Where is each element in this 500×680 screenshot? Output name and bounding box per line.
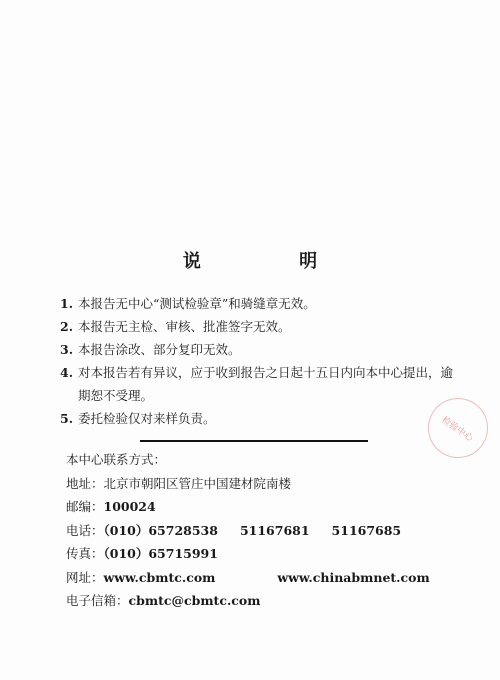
fax-value: （010）65715991 [103,546,218,561]
fax-row [66,542,466,566]
phone-number: 51167685 [331,522,402,538]
website-link: www.cbmtc.com [103,569,216,585]
note-text: 本报告涂改、部分复印无效。 [78,342,241,357]
postcode-label: 邮编： [66,499,104,514]
email-label: 电子信箱： [66,593,129,608]
note-text: 本报告无中心“测试检验章”和骑缝章无效。 [78,296,316,311]
note-text: 对本报告若有异议，应于收到报告之日起十五日内向本中心提出，逾期恕不受理。 [78,365,454,403]
phone-area-code: （010） [103,522,149,538]
postcode-value: 100024 [103,499,156,514]
contact-block [66,448,466,613]
note-item [60,361,460,407]
email-value: cbmtc@cbmtc.com [128,593,261,608]
note-number: 5. [60,411,74,426]
address-row [66,472,466,496]
website-link: www.chinabmnet.com [277,569,430,585]
email-row [66,589,466,613]
note-number: 2. [60,319,74,334]
note-item [60,292,460,315]
note-number: 4. [60,365,74,380]
postcode-row [66,495,466,519]
seal-stamp: 检验中心 [416,386,500,470]
note-number: 3. [60,342,74,357]
phone-number: 65728538 [148,522,218,538]
note-number: 1. [60,296,74,311]
website-row [66,566,466,590]
phone-label: 电话： [66,522,104,538]
note-item [60,338,460,361]
notes-list [60,292,460,430]
phone-number: 51167681 [239,522,310,538]
section-divider [140,440,368,442]
address-value: 北京市朝阳区管庄中国建材院南楼 [103,475,292,491]
note-text: 委托检验仅对来样负责。 [78,411,216,426]
contact-heading: 本中心联系方式： [66,452,167,467]
address-label: 地址： [66,475,104,491]
website-label: 网址： [66,569,104,585]
phone-row [66,519,466,543]
note-item [60,407,460,430]
page-title: 说 明 [182,251,364,272]
note-text: 本报告无主检、审核、批准签字无效。 [78,319,291,334]
note-item [60,315,460,338]
fax-label: 传真： [66,546,104,561]
